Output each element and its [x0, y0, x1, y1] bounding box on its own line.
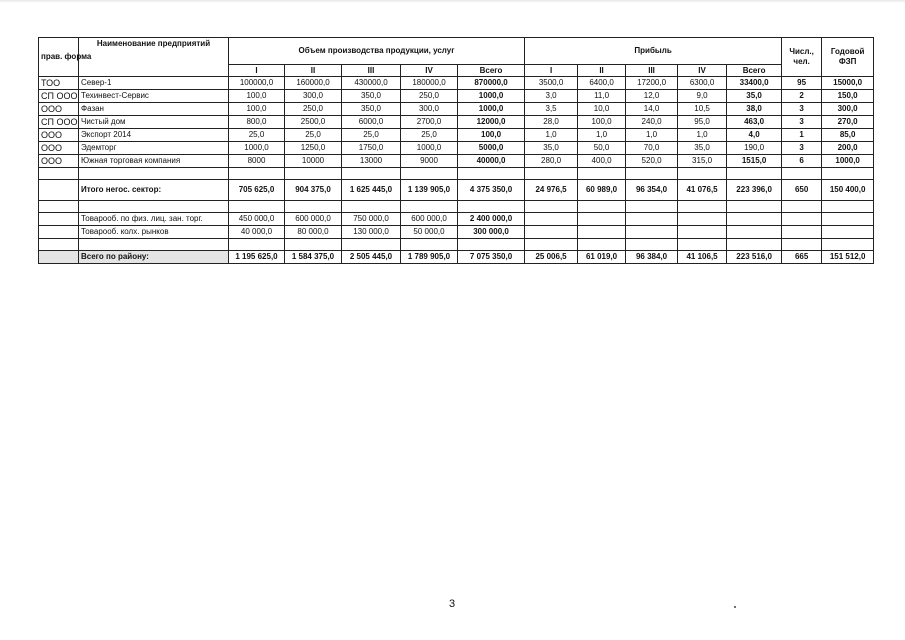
annual-payroll: 200,0 [822, 142, 874, 155]
subtotal-row [39, 180, 874, 201]
profit-q2: 11,0 [578, 90, 626, 103]
volume-total: 5000,0 [458, 142, 525, 155]
annual-payroll: 1000,0 [822, 155, 874, 168]
volume-q1: 100000,0 [229, 77, 285, 90]
trade-row [39, 213, 874, 226]
table-row [39, 142, 874, 155]
profit-total: 463,0 [727, 116, 782, 129]
table-row [39, 155, 874, 168]
volume-q1: 25,0 [229, 129, 285, 142]
profit-q1: 35,0 [525, 142, 578, 155]
enterprise-name: Эдемторг [79, 142, 229, 155]
table-row [39, 90, 874, 103]
profit-q4: 1,0 [678, 129, 727, 142]
production-table [38, 37, 874, 264]
profit-q1: 28,0 [525, 116, 578, 129]
volume-q1: 1000,0 [229, 142, 285, 155]
volume-q2: 10000 [285, 155, 342, 168]
header-payroll: Годовой ФЗП [822, 38, 874, 77]
profit-q3: 1,0 [626, 129, 678, 142]
profit-q4: 35,0 [678, 142, 727, 155]
volume-total: 1000,0 [458, 103, 525, 116]
volume-q1: 100,0 [229, 103, 285, 116]
profit-q2: 100,0 [578, 116, 626, 129]
profit-total: 38,0 [727, 103, 782, 116]
volume-q3: 25,0 [342, 129, 401, 142]
volume-q3: 750 000,0 [342, 213, 401, 226]
table-row [39, 116, 874, 129]
staff-count: 3 [782, 116, 822, 129]
profit-q2: 6400,0 [578, 77, 626, 90]
volume-q4: 250,0 [401, 90, 458, 103]
profit-q4: 6300,0 [678, 77, 727, 90]
volume-q2: 80 000,0 [285, 226, 342, 239]
volume-q4: 50 000,0 [401, 226, 458, 239]
legal-form: ООО [39, 103, 79, 116]
header-profit: Прибыль [525, 38, 782, 65]
annual-payroll: 150,0 [822, 90, 874, 103]
profit-q4: 41 106,5 [678, 251, 727, 264]
profit-q3: 96 384,0 [626, 251, 678, 264]
volume-q4: 600 000,0 [401, 213, 458, 226]
profit-q1: 25 006,5 [525, 251, 578, 264]
volume-q3: 350,0 [342, 103, 401, 116]
volume-total: 1000,0 [458, 90, 525, 103]
spacer-row [39, 168, 874, 180]
grand-total-label: Всего по району: [79, 251, 229, 264]
legal-form: СП ООО [39, 90, 79, 103]
volume-q4: 1000,0 [401, 142, 458, 155]
annual-payroll: 150 400,0 [822, 180, 874, 201]
table-row [39, 77, 874, 90]
profit-q3: 17200,0 [626, 77, 678, 90]
spacer-row [39, 201, 874, 213]
volume-q4: 180000,0 [401, 77, 458, 90]
volume-total: 2 400 000,0 [458, 213, 525, 226]
volume-q2: 300,0 [285, 90, 342, 103]
grand-total-row [39, 251, 874, 264]
table-row [39, 103, 874, 116]
staff-count: 2 [782, 90, 822, 103]
volume-q2: 1250,0 [285, 142, 342, 155]
volume-q2: 1 584 375,0 [285, 251, 342, 264]
profit-q4: 315,0 [678, 155, 727, 168]
profit-q1: 3500,0 [525, 77, 578, 90]
enterprise-name: Чистый дом [79, 116, 229, 129]
profit-q2: 60 989,0 [578, 180, 626, 201]
legal-form: ООО [39, 129, 79, 142]
enterprise-name: Север-1 [79, 77, 229, 90]
profit-q3: 240,0 [626, 116, 678, 129]
volume-total: 7 075 350,0 [458, 251, 525, 264]
staff-count: 3 [782, 142, 822, 155]
enterprise-name: Экспорт 2014 [79, 129, 229, 142]
spacer-row [39, 239, 874, 251]
profit-total-header: Всего [727, 65, 782, 77]
profit-total: 35,0 [727, 90, 782, 103]
profit-q2: 1,0 [578, 129, 626, 142]
annual-payroll: 85,0 [822, 129, 874, 142]
profit-q1: 24 976,5 [525, 180, 578, 201]
volume-q1: 8000 [229, 155, 285, 168]
volume-total: 40000,0 [458, 155, 525, 168]
header-staff: Числ., чел. [782, 38, 822, 77]
profit-q3: 520,0 [626, 155, 678, 168]
annual-payroll: 151 512,0 [822, 251, 874, 264]
annual-payroll: 300,0 [822, 103, 874, 116]
volume-total: 12000,0 [458, 116, 525, 129]
trade-label: Товарооб. по физ. лиц. зан. торг. [79, 213, 229, 226]
trade-row [39, 226, 874, 239]
profit-q2-header: II [578, 65, 626, 77]
volume-total: 300 000,0 [458, 226, 525, 239]
table-row [39, 129, 874, 142]
volume-q4: 300,0 [401, 103, 458, 116]
volume-q4: 25,0 [401, 129, 458, 142]
profit-q3: 14,0 [626, 103, 678, 116]
volume-total: 100,0 [458, 129, 525, 142]
header-name: Наименование предприятий [79, 38, 229, 77]
legal-form: СП ООО [39, 116, 79, 129]
volume-q1: 40 000,0 [229, 226, 285, 239]
staff-count: 6 [782, 155, 822, 168]
profit-q2: 61 019,0 [578, 251, 626, 264]
profit-q1: 280,0 [525, 155, 578, 168]
profit-q3: 12,0 [626, 90, 678, 103]
volume-q2: 160000,0 [285, 77, 342, 90]
volume-q1: 1 195 625,0 [229, 251, 285, 264]
volume-total: 870000,0 [458, 77, 525, 90]
profit-total: 1515,0 [727, 155, 782, 168]
volume-q3: 350,0 [342, 90, 401, 103]
enterprise-name: Фазан [79, 103, 229, 116]
volume-total-header: Всего [458, 65, 525, 77]
volume-q1: 705 625,0 [229, 180, 285, 201]
volume-q4: 2700,0 [401, 116, 458, 129]
volume-q2-header: II [285, 65, 342, 77]
volume-q3: 6000,0 [342, 116, 401, 129]
annual-payroll: 270,0 [822, 116, 874, 129]
profit-q4: 10,5 [678, 103, 727, 116]
profit-q1: 1,0 [525, 129, 578, 142]
staff-count: 1 [782, 129, 822, 142]
legal-form: ООО [39, 155, 79, 168]
volume-q2: 250,0 [285, 103, 342, 116]
volume-q3: 2 505 445,0 [342, 251, 401, 264]
volume-q1: 100,0 [229, 90, 285, 103]
annual-payroll: 15000,0 [822, 77, 874, 90]
profit-total: 33400,0 [727, 77, 782, 90]
volume-q2: 2500,0 [285, 116, 342, 129]
trade-label: Товарооб. колх. рынков [79, 226, 229, 239]
enterprise-name: Техинвест-Сервис [79, 90, 229, 103]
profit-q2: 50,0 [578, 142, 626, 155]
profit-total: 190,0 [727, 142, 782, 155]
profit-q2: 400,0 [578, 155, 626, 168]
profit-q1: 3,5 [525, 103, 578, 116]
profit-q3-header: III [626, 65, 678, 77]
profit-total: 223 516,0 [727, 251, 782, 264]
volume-q1: 800,0 [229, 116, 285, 129]
staff-count: 3 [782, 103, 822, 116]
profit-total: 4,0 [727, 129, 782, 142]
volume-q2: 600 000,0 [285, 213, 342, 226]
volume-q4: 1 139 905,0 [401, 180, 458, 201]
profit-q4: 9,0 [678, 90, 727, 103]
staff-count: 665 [782, 251, 822, 264]
scan-edge [0, 0, 905, 3]
profit-q3: 96 354,0 [626, 180, 678, 201]
profit-q1: 3,0 [525, 90, 578, 103]
legal-form: ООО [39, 142, 79, 155]
header-form: прав. форма [39, 38, 79, 77]
profit-q4-header: IV [678, 65, 727, 77]
volume-q2: 904 375,0 [285, 180, 342, 201]
volume-q4-header: IV [401, 65, 458, 77]
scan-speck [734, 606, 736, 608]
profit-total: 223 396,0 [727, 180, 782, 201]
profit-q1-header: I [525, 65, 578, 77]
subtotal-label: Итого негос. сектор: [79, 180, 229, 201]
page-number: 3 [448, 598, 456, 610]
volume-q3-header: III [342, 65, 401, 77]
volume-q3: 1 625 445,0 [342, 180, 401, 201]
profit-q4: 41 076,5 [678, 180, 727, 201]
legal-form: ТОО [39, 77, 79, 90]
profit-q2: 10,0 [578, 103, 626, 116]
volume-q3: 1750,0 [342, 142, 401, 155]
volume-q4: 1 789 905,0 [401, 251, 458, 264]
volume-q1-header: I [229, 65, 285, 77]
staff-count: 95 [782, 77, 822, 90]
volume-q3: 13000 [342, 155, 401, 168]
enterprise-name: Южная торговая компания [79, 155, 229, 168]
volume-total: 4 375 350,0 [458, 180, 525, 201]
header-volume: Объем производства продукции, услуг [229, 38, 525, 65]
volume-q3: 430000,0 [342, 77, 401, 90]
volume-q2: 25,0 [285, 129, 342, 142]
profit-q3: 70,0 [626, 142, 678, 155]
volume-q1: 450 000,0 [229, 213, 285, 226]
profit-q4: 95,0 [678, 116, 727, 129]
volume-q3: 130 000,0 [342, 226, 401, 239]
staff-count: 650 [782, 180, 822, 201]
volume-q4: 9000 [401, 155, 458, 168]
